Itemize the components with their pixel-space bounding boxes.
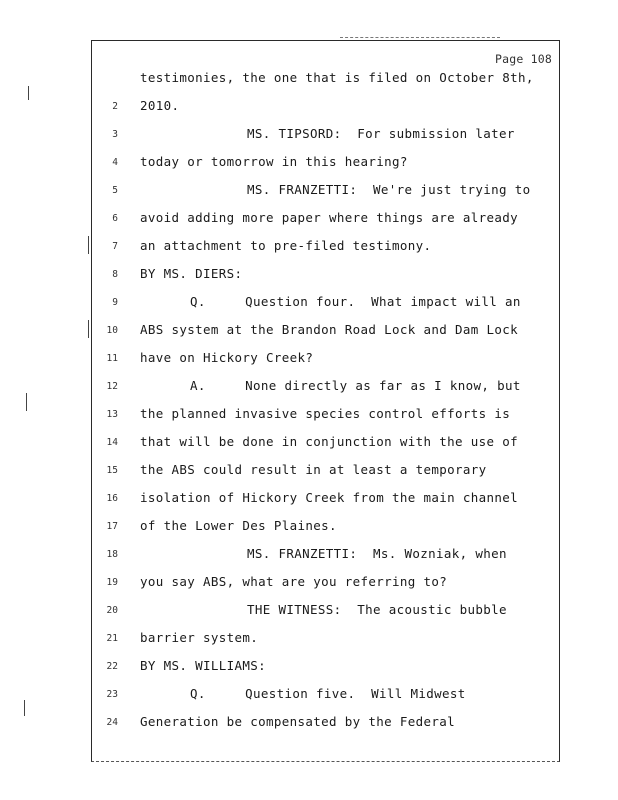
transcript-line [0, 210, 618, 234]
line-text: the ABS could result in at least a temporary [140, 462, 487, 477]
transcript-line [0, 406, 618, 430]
transcript-line [0, 658, 618, 682]
line-text: avoid adding more paper where things are already [140, 210, 519, 225]
transcript-line [0, 602, 618, 626]
transcript-line [0, 518, 618, 542]
scan-edge-top [340, 37, 500, 38]
line-number: 18 [106, 549, 118, 560]
line-number: 2 [112, 101, 118, 112]
line-number: 7 [112, 241, 118, 252]
line-text: Q. Question four. What impact will an [190, 294, 521, 309]
line-number: 19 [106, 577, 118, 588]
transcript-line [0, 350, 618, 374]
transcript-line [0, 154, 618, 178]
line-number: 24 [106, 717, 118, 728]
line-number: 23 [106, 689, 118, 700]
line-text: the planned invasive species control efforts is [140, 406, 511, 421]
transcript-line [0, 70, 618, 94]
transcript-line [0, 630, 618, 654]
line-number: 22 [106, 661, 118, 672]
transcript-line [0, 294, 618, 318]
line-number: 4 [112, 157, 118, 168]
line-text: of the Lower Des Plaines. [140, 518, 337, 533]
line-text: MS. FRANZETTI: We're just trying to [247, 182, 531, 197]
transcript-line [0, 546, 618, 570]
page-number: Page 108 [495, 52, 552, 66]
line-text: MS. TIPSORD: For submission later [247, 126, 515, 141]
line-number: 20 [106, 605, 118, 616]
line-text: Q. Question five. Will Midwest [190, 686, 466, 701]
transcript-line [0, 686, 618, 710]
line-text: Generation be compensated by the Federal [140, 714, 456, 729]
transcript-line [0, 462, 618, 486]
transcript-line [0, 490, 618, 514]
line-number: 14 [106, 437, 118, 448]
line-text: ABS system at the Brandon Road Lock and Dam Lock [140, 322, 519, 337]
line-text: isolation of Hickory Creek from the main channel [140, 490, 519, 505]
line-number: 12 [106, 381, 118, 392]
line-text: 2010. [140, 98, 180, 113]
transcript-line [0, 574, 618, 598]
transcript-line [0, 434, 618, 458]
line-number: 3 [112, 129, 118, 140]
line-text: BY MS. WILLIAMS: [140, 658, 267, 673]
line-number: 8 [112, 269, 118, 280]
transcript-line [0, 714, 618, 738]
line-text: A. None directly as far as I know, but [190, 378, 521, 393]
line-text: testimonies, the one that is filed on October 8th, [140, 70, 534, 85]
line-text: today or tomorrow in this hearing? [140, 154, 408, 169]
line-number: 17 [106, 521, 118, 532]
line-text: you say ABS, what are you referring to? [140, 574, 448, 589]
transcript-line [0, 378, 618, 402]
line-number: 10 [106, 325, 118, 336]
line-text: that will be done in conjunction with the use of [140, 434, 519, 449]
line-number: 6 [112, 213, 118, 224]
line-number: 5 [112, 185, 118, 196]
line-text: an attachment to pre-filed testimony. [140, 238, 432, 253]
line-number: 9 [112, 297, 118, 308]
line-text: THE WITNESS: The acoustic bubble [247, 602, 507, 617]
line-number: 21 [106, 633, 118, 644]
transcript-line [0, 266, 618, 290]
transcript-line [0, 238, 618, 262]
line-number: 16 [106, 493, 118, 504]
line-text: have on Hickory Creek? [140, 350, 314, 365]
transcript-line [0, 182, 618, 206]
line-number: 15 [106, 465, 118, 476]
transcript-line [0, 98, 618, 122]
line-text: BY MS. DIERS: [140, 266, 243, 281]
line-number: 13 [106, 409, 118, 420]
line-text: barrier system. [140, 630, 259, 645]
line-text: MS. FRANZETTI: Ms. Wozniak, when [247, 546, 507, 561]
transcript-line [0, 322, 618, 346]
line-number: 11 [106, 353, 118, 364]
transcript-line [0, 126, 618, 150]
